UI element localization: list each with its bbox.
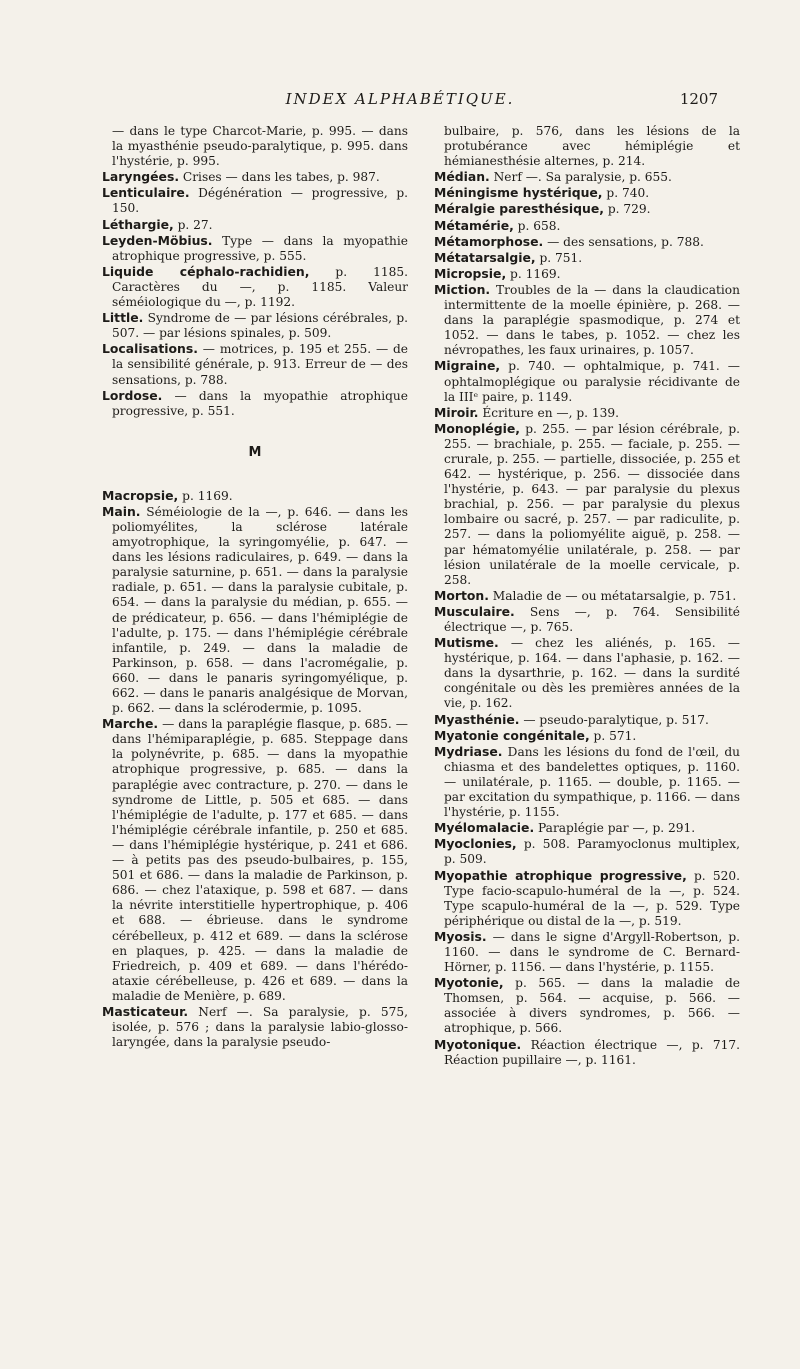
entry-text: p. 740. — ophtalmique, p. 741. — ophtalmoplégique ou paralysie récidivante de la IIIᵉ paire, p. 1149. [444,359,740,404]
entry-text: Séméiologie de la —, p. 646. — dans les poliomyélites, la sclérose latérale amyotrophique, la syringomyélie, p. 647. — dans les lésions radiculaires, p. 649. — dans la paralysie saturnine, p. 651. — dans la paralysie radiale, p. 651. — dans la paralysie cubitale, p. 654. — dans la paralysie du médian, p. 655. — de prédicateur, p. 656. — dans l'hémiplégie de l'adulte, p. 175. — dans l'hémiplégie cérébrale infantile, p. 249. — dans la maladie de Parkinson, p. 658. — dans l'acromégalie, p. 660. — dans le panaris syringomyélique, p. 662. — dans le panaris analgésique de Morvan, p. 662. — dans la sclérodermie, p. 1095. [112,504,408,716]
entry-headword: Métatarsalgie, [434,249,536,265]
entry-headword: Macropsie, [102,487,179,503]
index-entry [102,233,408,264]
letter-heading: M [248,444,262,460]
index-entry [102,185,408,216]
entry-headword: Main. [102,503,141,519]
entry-headword: Monoplégie, [434,420,520,436]
index-entry [102,1004,408,1050]
entry-headword: Lenticulaire. [102,185,190,201]
entry-text: p. 520. Type facio-scapulo-huméral de la —, p. 524. Type scapulo-huméral de la —, p. 529. Type périphérique ou distal de la —, p. 519. [444,868,740,928]
entry-headword: Mutisme. [434,635,499,651]
entry-headword: Méningisme hystérique, [434,185,603,201]
index-entry [434,185,740,201]
index-entry [434,169,740,185]
entry-text: Écriture en —, p. 139. [478,405,620,420]
index-entry [434,744,740,820]
entry-headword: Liquide céphalo-rachidien, [102,263,310,279]
entry-text: — dans le type Charcot-Marie, p. 995. — dans la myasthénie pseudo-paralytique, p. 995. dans l'hystérie, p. 995. [112,124,408,169]
entry-text: p. 565. — dans la maladie de Thomsen, p. 564. — acquise, p. 566. — associée à divers syndromes, p. 566. — atrophique, p. 566. [444,976,740,1036]
entry-headword: Little. [102,310,144,326]
entry-headword: Myoclonies, [434,836,517,852]
index-entry [434,282,740,358]
running-title: INDEX ALPHABÉTIQUE. [285,90,515,108]
entry-text: p. 508. Paramyoclonus multiplex, p. 509. [444,837,740,867]
index-entry [434,266,740,282]
index-entry [102,388,408,419]
index-entry [434,358,740,404]
entry-headword: Métamérie, [434,217,514,233]
index-entry [102,310,408,341]
entry-text: Dégénération — progressive, p. 150. [112,186,408,216]
entry-headword: Migraine, [434,358,501,374]
entry-text: p. 740. [602,186,650,201]
entry-text: — dans le signe d'Argyll-Robertson, p. 1160. — dans le syndrome de C. Bernard-Hörner, p. 1156. — dans l'hystérie, p. 1155. [444,929,740,975]
index-entry [434,929,740,975]
entry-text: — motrices, p. 195 et 255. — de la sensibilité générale, p. 913. Erreur de — des sensations, p. 788. [112,342,408,387]
index-entry [102,264,408,310]
entry-text: — pseudo-paralytique, p. 517. [519,712,709,727]
entry-text: Nerf —. Sa paralysie, p. 575, isolée, p. 576 ; dans la paralysie labio-glosso-laryngée, dans la paralysie pseudo- [112,1004,408,1050]
entry-headword: Micropsie, [434,265,507,281]
entry-text: Dans les lésions du fond de l'œil, du chiasma et des bandelettes optiques, p. 1160. — unilatérale, p. 1165. — double, p. 1165. — par excitation du sympathique, p. 1166. — dans l'hystérie, p. 1155. [444,744,740,820]
entry-headword: Marche. [102,716,159,732]
index-entry [434,588,740,604]
index-entry [434,201,740,217]
entry-headword: Myatonie congénitale, [434,727,590,743]
entry-headword: Myosis. [434,928,487,944]
index-entry [434,975,740,1036]
entry-headword: Myélomalacie. [434,820,535,836]
entry-headword: Mydriase. [434,743,503,759]
entry-headword: Myasthénie. [434,711,520,727]
index-entry [434,218,740,234]
entry-text: Nerf —. Sa paralysie, p. 655. [489,170,672,185]
entry-headword: Métamorphose. [434,233,544,249]
index-columns [102,124,740,1068]
index-entry [434,405,740,421]
index-entry [434,712,740,728]
entry-headword: Miction. [434,281,491,297]
entry-headword: Musculaire. [434,603,515,619]
entry-headword: Laryngées. [102,169,180,185]
index-entry [434,836,740,867]
page-number: 1207 [679,90,718,108]
index-entry [434,1037,740,1068]
entry-text: — dans la myopathie atrophique progressive, p. 551. [112,388,408,418]
entry-text: p. 1169. [178,488,233,503]
index-entry [434,234,740,250]
right-column [434,124,740,1068]
entry-text: Maladie de — ou métatarsalgie, p. 751. [488,588,737,603]
entry-headword: Localisations. [102,341,198,357]
index-entry [102,341,408,387]
index-entry [102,124,408,169]
entry-headword: Masticateur. [102,1003,189,1019]
entry-headword: Lordose. [102,387,163,403]
entry-headword: Méralgie paresthésique, [434,201,604,217]
left-column [102,124,408,1068]
entry-text: — dans la paraplégie flasque, p. 685. — dans l'hémiparaplégie, p. 685. Steppage dans la polynévrite, p. 685. — dans la myopathie atrophique progressive, p. 685. — dans la paraplégie avec contracture, p. 270. — dans le syndrome de Little, p. 505 et 685. — dans l'hémiplégie de l'adulte, p. 177 et 685. — dans l'hémiplégie cérébrale infantile, p. 250 et 685. — dans l'hémiplégie hystérique, p. 241 et 686. — à petits pas des pseudo-bulbaires, p. 155, 501 et 686. — dans la maladie de Parkinson, p. 686. — chez l'ataxique, p. 598 et 687. — dans la névrite interstitielle hypertrophique, p. 406 et 688. — ébrieuse. dans le syndrome cérébelleux, p. 412 et 689. — dans la sclérose en plaques, p. 425. — dans la maladie de Friedreich, p. 409 et 689. — dans l'hérédo-ataxie cérébelleuse, p. 426 et 689. — dans la maladie de Menière, p. 689. [112,717,408,1003]
entry-text: — chez les aliénés, p. 165. — hystérique, p. 164. — dans l'aphasie, p. 162. — dans la dysarthrie, p. 162. — dans la surdité congénitale ou dès les premières années de la vie, p. 162. [444,636,740,711]
index-entry [434,868,740,929]
index-entry [102,169,408,185]
index-entry [434,820,740,836]
entry-headword: Médian. [434,169,490,185]
entry-text: Type — dans la myopathie atrophique progressive, p. 555. [112,233,408,263]
entry-headword: Leyden-Möbius. [102,232,213,248]
entry-text: Paraplégie par —, p. 291. [534,821,696,836]
index-entry [102,217,408,233]
entry-text: Syndrome de — par lésions cérébrales, p. 507. — par lésions spinales, p. 509. [112,311,408,341]
index-entry [434,604,740,635]
entry-text: p. 1185. Caractères du —, p. 1185. Valeur séméiologique du —, p. 1192. [112,264,408,310]
entry-text: p. 729. [603,202,651,217]
entry-headword: Myotonie, [434,975,504,991]
entry-text: p. 658. [513,218,561,233]
entry-headword: Miroir. [434,404,479,420]
entry-text: Troubles de la — dans la claudication intermittente de la moelle épinière, p. 268. — dans la paraplégie spasmodique, p. 274 et 1052. — dans le tabes, p. 1052. — chez les névropathes, les faux urinaires, p. 1057. [444,282,740,358]
index-entry [434,124,740,169]
entry-headword: Morton. [434,587,489,603]
entry-text: Crises — dans les tabes, p. 987. [179,170,380,185]
entry-text: p. 27. [173,217,213,232]
entry-text: Sens —, p. 764. Sensibilité électrique —, p. 765. [444,604,740,634]
entry-text: p. 571. [589,728,637,743]
index-entry [434,635,740,711]
entry-text: p. 751. [535,250,583,265]
entry-text: bulbaire, p. 576, dans les lésions de la protubérance avec hémiplégie et hémianesthésie alternes, p. 214. [444,124,740,169]
index-entry [102,488,408,504]
index-entry [102,716,408,1004]
entry-headword: Myotonique. [434,1036,522,1052]
entry-text: Réaction électrique —, p. 717. Réaction pupillaire —, p. 1161. [444,1037,740,1067]
entry-text: p. 255. — par lésion cérébrale, p. 255. — brachiale, p. 255. — faciale, p. 255. — crurale, p. 255. — partielle, dissociée, p. 255 et 642. — hystérique, p. 256. — dissociée dans l'hystérie, p. 643. — par paralysie du plexus brachial, p. 256. — par paralysie du plexus lombaire ou sacré, p. 257. — par radiculite, p. 257. — dans la poliomyélite aiguë, p. 258. — par hématomyélie unilatérale, p. 258. — par lésion unilatérale de la moelle cervicale, p. 258. [444,421,740,587]
entry-text: p. 1169. [506,266,561,281]
entry-text: — des sensations, p. 788. [543,234,704,249]
running-head [0,90,800,116]
index-entry [434,250,740,266]
entry-headword: Myopathie atrophique progressive, [434,867,687,883]
index-entry [434,421,740,588]
entry-headword: Léthargie, [102,216,174,232]
index-entry [102,504,408,716]
index-entry [434,728,740,744]
